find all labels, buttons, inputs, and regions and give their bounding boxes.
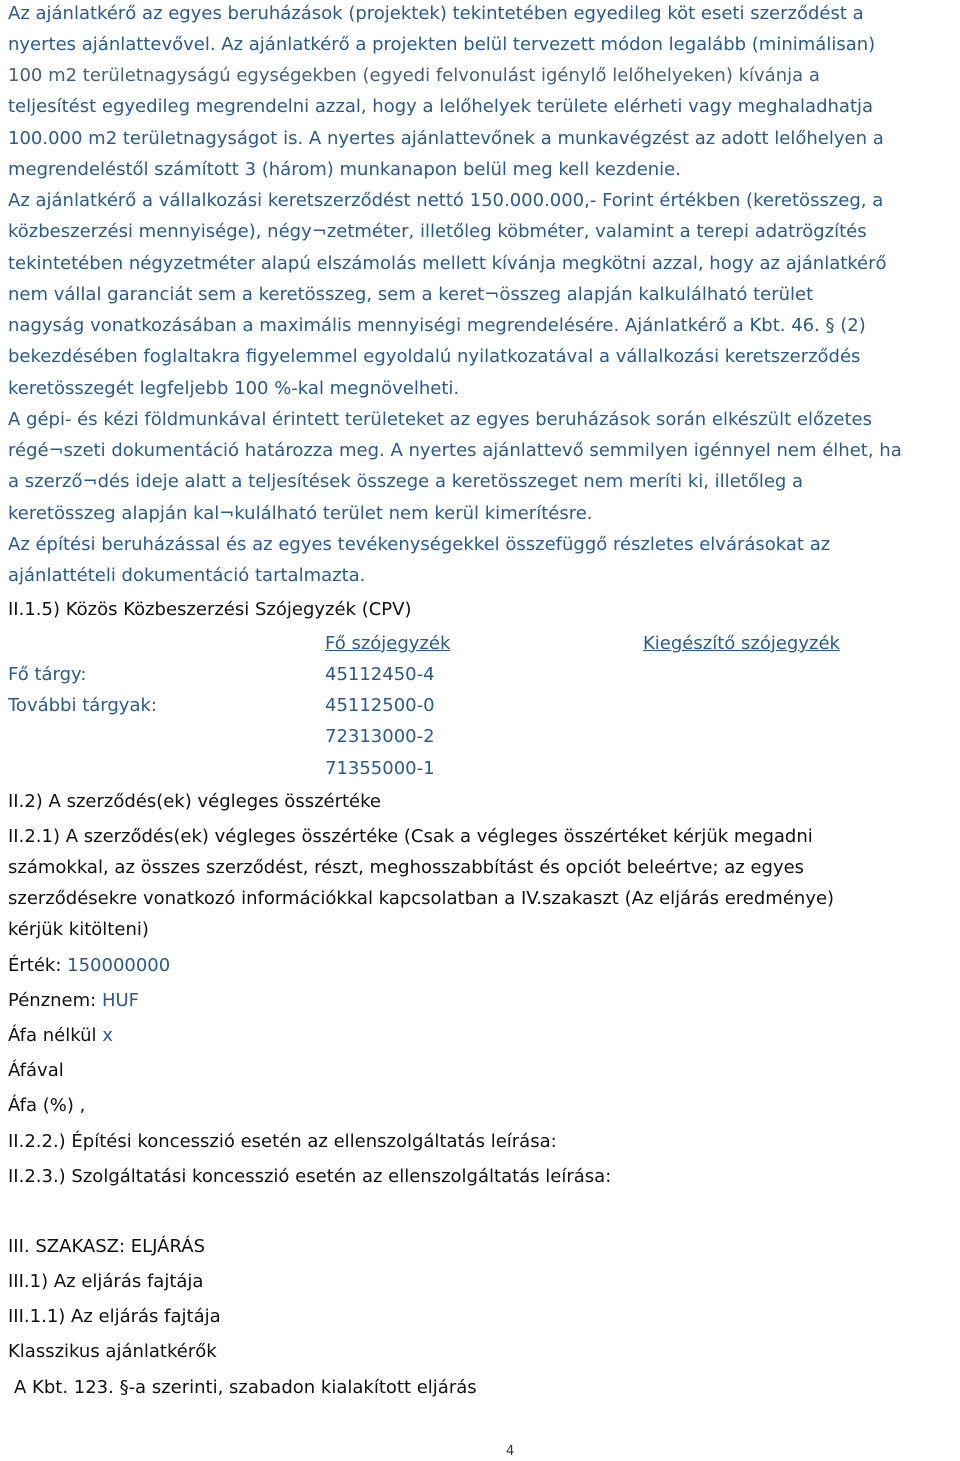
value-heading: II.2) A szerződés(ek) végleges összértéke [8, 791, 381, 812]
ertek-value: 150000000 [67, 955, 171, 976]
value-sub-line: II.2.1) A szerződés(ek) végleges összértéke (Csak a végleges összértéket kérjük megadni [8, 826, 813, 847]
intro-line: nem vállal garanciát sem a keretösszeg, sem a keret¬összeg alapján kalkulálható terület [8, 284, 814, 305]
cpv-additional-label: További tárgyak: [8, 695, 157, 716]
afa-nelkul-value: x [102, 1025, 113, 1046]
intro-line: teljesítést egyedileg megrendelni azzal, hogy a lelőhelyek területe elérheti vagy meghaladhatja [8, 96, 874, 117]
cpv-main-code: 45112450-4 [325, 664, 435, 685]
cpv-heading: II.1.5) Közös Közbeszerzési Szójegyzék (CPV) [8, 599, 412, 620]
intro-line: tekintetében négyzetméter alapú elszámolás mellett kívánja megkötni azzal, hogy az ajánlatkérő [8, 253, 887, 274]
page-number: 4 [506, 1444, 515, 1459]
value-sub-line: kérjük kitölteni) [8, 919, 149, 940]
intro-line: megrendeléstől számított 3 (három) munkanapon belül meg kell kezdenie. [8, 159, 681, 180]
value-sub-line: szerződésekre vonatkozó információkkal kapcsolatban a IV.szakaszt (Az eljárás eredménye) [8, 888, 835, 909]
intro-line: Az ajánlatkérő az egyes beruházások (projektek) tekintetében egyedileg köt eseti szerződést a [8, 3, 864, 24]
section-3-heading: III. SZAKASZ: ELJÁRÁS [8, 1236, 206, 1257]
intro-line: a szerző¬dés ideje alatt a teljesítések összege a keretösszeget nem meríti ki, illetőleg a [8, 471, 804, 492]
penznem-row [8, 989, 139, 1013]
intro-line: keretösszeg alapján kal¬kulálható terület nem kerül kimerítésre. [8, 503, 593, 524]
cpv-additional-code: 45112500-0 [325, 695, 435, 716]
intro-line: 100.000 m2 területnagyságot is. A nyertes ajánlattevőnek a munkavégzést az adott lelőhelyen a [8, 128, 884, 149]
afa-pct-label: Áfa (%) , [8, 1095, 86, 1116]
intro-line: ajánlattételi dokumentáció tartalmazta. [8, 565, 366, 586]
value-sub-line: számokkal, az összes szerződést, részt, meghosszabbítást és opciót beleértve; az egyes [8, 857, 805, 878]
intro-line: bekezdésében foglaltakra figyelemmel egyoldalú nyilatkozatával a vállalkozási keretszerződés [8, 346, 861, 367]
intro-line: régé¬szeti dokumentáció határozza meg. A nyertes ajánlattevő semmilyen igénnyel nem élhet, ha [8, 440, 902, 461]
afaval-label: Áfával [8, 1060, 64, 1081]
intro-line: Az ajánlatkérő a vállalkozási keretszerződést nettó 150.000.000,- Forint értékben (keretösszeg, a [8, 190, 884, 211]
ertek-row [8, 954, 170, 978]
cpv-additional-code: 71355000-1 [325, 758, 435, 779]
cpv-col-supplementary: Kiegészítő szójegyzék [643, 633, 840, 654]
procedure-type: Klasszikus ajánlatkérők [8, 1341, 217, 1362]
afa-nelkul-row [8, 1024, 113, 1048]
afa-nelkul-label: Áfa nélkül [8, 1025, 97, 1046]
intro-line: A gépi- és kézi földmunkával érintett területeket az egyes beruházások során elkészült előzetes [8, 409, 872, 430]
section-2-2-2: II.2.2.) Építési koncesszió esetén az ellenszolgáltatás leírása: [8, 1131, 557, 1152]
intro-line: keretösszegét legfeljebb 100 %-kal megnövelheti. [8, 378, 460, 399]
intro-line: közbeszerzési mennyisége), négy¬zetméter, illetőleg köbméter, valamint a terepi adatrögzítés [8, 221, 867, 242]
penznem-label: Pénznem: [8, 990, 97, 1011]
intro-line: nagyság vonatkozásában a maximális mennyiségi megrendelésére. Ajánlatkérő a Kbt. 46. § (2) [8, 315, 866, 336]
procedure-description: A Kbt. 123. §-a szerinti, szabadon kialakított eljárás [14, 1377, 477, 1398]
section-3-1: III.1) Az eljárás fajtája [8, 1271, 204, 1292]
cpv-main-label: Fő tárgy: [8, 664, 87, 685]
section-2-2-3: II.2.3.) Szolgáltatási koncesszió esetén az ellenszolgáltatás leírása: [8, 1166, 612, 1187]
cpv-additional-code: 72313000-2 [325, 726, 435, 747]
intro-line: 100 m2 területnagyságú egységekben (egyedi felvonulást igénylő lelőhelyeken) kívánja a [8, 65, 820, 86]
ertek-label: Érték: [8, 955, 62, 976]
penznem-value: HUF [101, 990, 140, 1011]
intro-line: nyertes ajánlattevővel. Az ajánlatkérő a projekten belül tervezett módon legalább (minimálisan) [8, 34, 876, 55]
cpv-col-main: Fő szójegyzék [325, 633, 451, 654]
intro-line: Az építési beruházással és az egyes tevékenységekkel összefüggő részletes elvárásokat az [8, 534, 831, 555]
section-3-1-1: III.1.1) Az eljárás fajtája [8, 1306, 221, 1327]
